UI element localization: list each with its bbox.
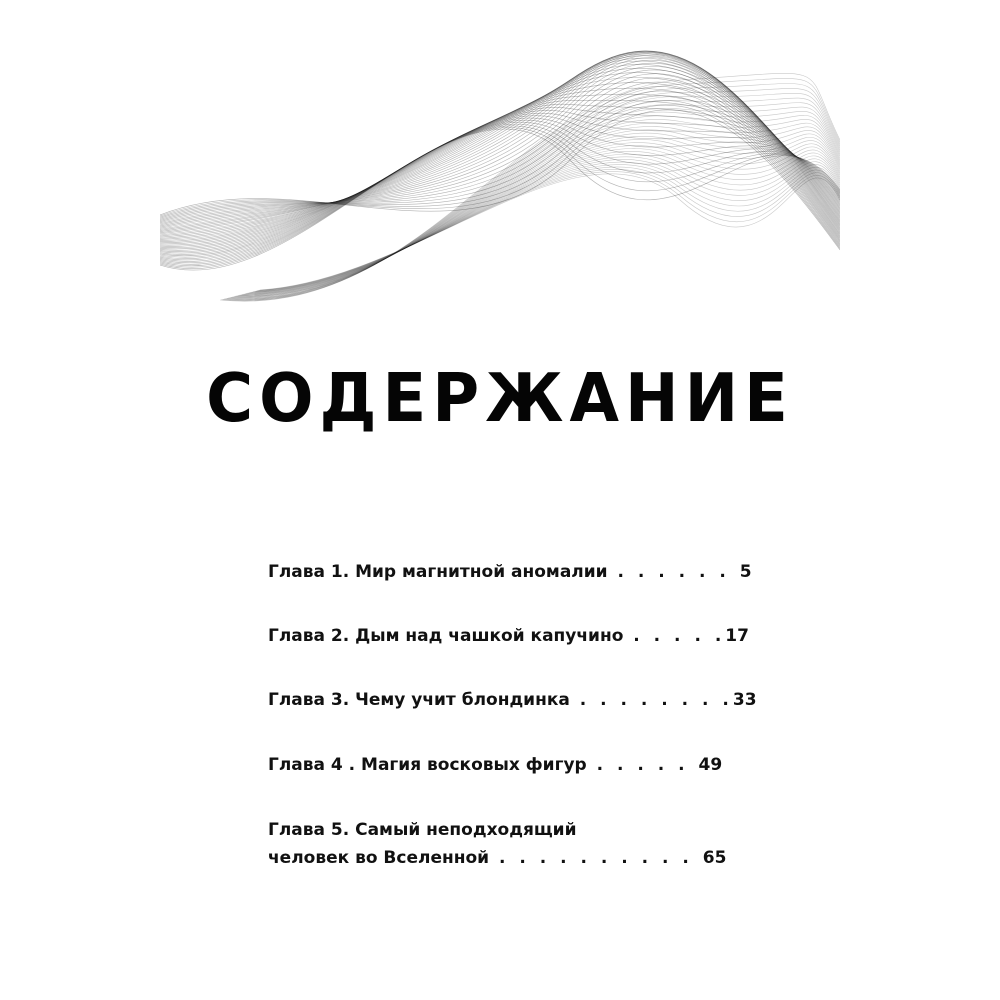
- toc-entry-title: Глава 1. Мир магнитной аномалии: [268, 562, 608, 582]
- toc-page-number: 5: [739, 562, 752, 582]
- toc-leader-dots: . . . . . . . . . .: [489, 848, 703, 868]
- toc-leader-dots: . . . . .: [623, 626, 726, 646]
- toc-entry-title: Глава 3. Чему учит блондинка: [268, 690, 570, 710]
- toc-page-number: 17: [725, 626, 749, 646]
- toc-entry-1[interactable]: [268, 558, 752, 586]
- toc-page-number: 33: [732, 690, 757, 710]
- toc-page-number: 65: [702, 848, 727, 868]
- toc-entry-5[interactable]: [268, 816, 730, 872]
- toc-entry-3[interactable]: [268, 686, 757, 714]
- toc-entry-title: Глава 2. Дым над чашкой капучино: [268, 626, 624, 646]
- toc-entry-title-continued: человек во Вселенной: [268, 848, 490, 868]
- page-title: СОДЕРЖАНИЕ: [206, 360, 794, 438]
- toc-entry-title: Глава 4 . Магия восковых фигур: [268, 755, 587, 775]
- toc-leader-dots: . . . . .: [586, 755, 699, 775]
- toc-page-number: 49: [698, 755, 723, 775]
- wave-ribbon-icon: [160, 20, 840, 330]
- toc-entry-2[interactable]: [268, 622, 749, 650]
- toc-leader-dots: . . . . . .: [607, 562, 740, 582]
- toc-entry-title: Глава 5. Самый неподходящий: [268, 820, 577, 840]
- toc-entry-4[interactable]: [268, 751, 730, 779]
- toc-leader-dots: . . . . . . . .: [569, 690, 733, 710]
